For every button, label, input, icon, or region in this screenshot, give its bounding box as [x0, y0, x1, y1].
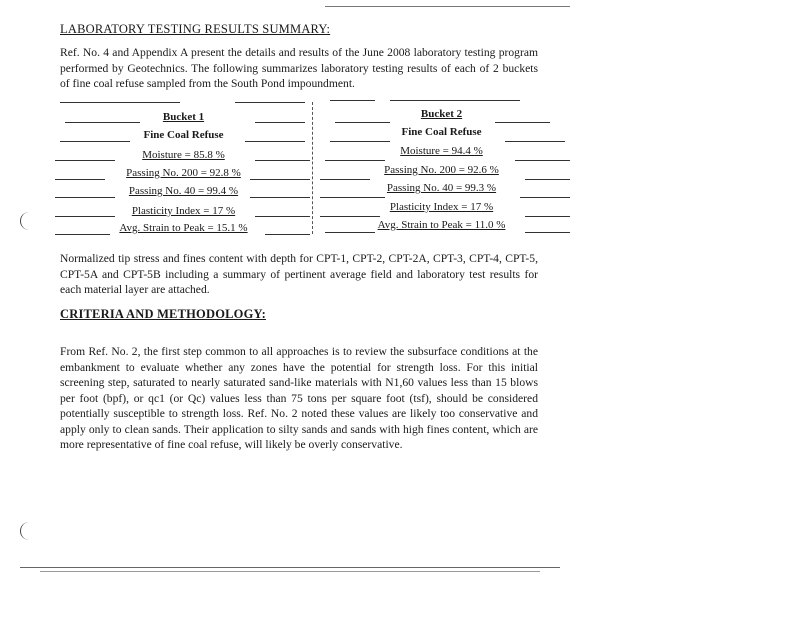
bucket-2-plasticity: Plasticity Index = 17 %	[389, 201, 494, 213]
bucket-2-strain: Avg. Strain to Peak = 11.0 %	[377, 219, 506, 231]
bottom-rule	[40, 571, 540, 572]
binder-hole-mark	[20, 212, 33, 230]
top-rule	[325, 6, 570, 7]
bucket-1-title: Bucket 1	[162, 111, 205, 123]
normalized-results-paragraph: Normalized tip stress and fines content with depth for CPT-1, CPT-2, CPT-2A, CPT-3, CPT-4, CPT-5, CPT-5A and CPT-5B including a summary of pertinent average field and laboratory test results for each material layer are attached.	[60, 252, 538, 296]
bucket-2-column	[313, 100, 570, 240]
criteria-body: From Ref. No. 2, the first step common to all approaches is to review the subsurface conditions at the embankment to evaluate whether any zones have the potential for strength loss. For this initial screening step, saturated to nearly saturated sand-like materials with N1,60 values less than 15 blows per foot (bpf), or qc1 (or Qc) values less than 75 tons per square foot (tsf), should be considered potentially susceptible to strength loss. Ref. No. 2 noted these values are likely too conservative and apply only to clean sands. Their application to silty sands and sands with high fines content, which are more representative of fine coal refuse, will likely be overly conservative.	[60, 345, 538, 451]
bucket-results-table	[55, 100, 570, 240]
bucket-2-passing-200: Passing No. 200 = 92.6 %	[384, 164, 499, 176]
bucket-1-moisture: Moisture = 85.8 %	[142, 149, 225, 161]
lab-results-intro: Ref. No. 4 and Appendix A present the details and results of the June 2008 laboratory testing program performed by Geotechnics. The following summarizes laboratory testing results of each of 2 buckets of fine coal refuse sampled from the South Pond impoundment.	[60, 46, 538, 90]
bucket-1-material: Fine Coal Refuse	[143, 129, 224, 141]
bucket-1-plasticity: Plasticity Index = 17 %	[131, 205, 236, 217]
lab-results-heading: LABORATORY TESTING RESULTS SUMMARY:	[60, 22, 331, 36]
bucket-2-material: Fine Coal Refuse	[401, 126, 482, 138]
bucket-1-column	[55, 100, 312, 240]
bucket-1-passing-200: Passing No. 200 = 92.8 %	[126, 167, 241, 179]
bucket-2-title: Bucket 2	[420, 108, 463, 120]
criteria-heading: CRITERIA AND METHODOLOGY:	[60, 307, 266, 321]
bucket-1-strain: Avg. Strain to Peak = 15.1 %	[119, 222, 248, 234]
bucket-2-moisture: Moisture = 94.4 %	[400, 145, 483, 157]
bottom-rule	[20, 567, 560, 568]
binder-hole-mark	[20, 522, 33, 540]
bucket-2-passing-40: Passing No. 40 = 99.3 %	[386, 182, 497, 194]
bucket-1-passing-40: Passing No. 40 = 99.4 %	[128, 185, 239, 197]
